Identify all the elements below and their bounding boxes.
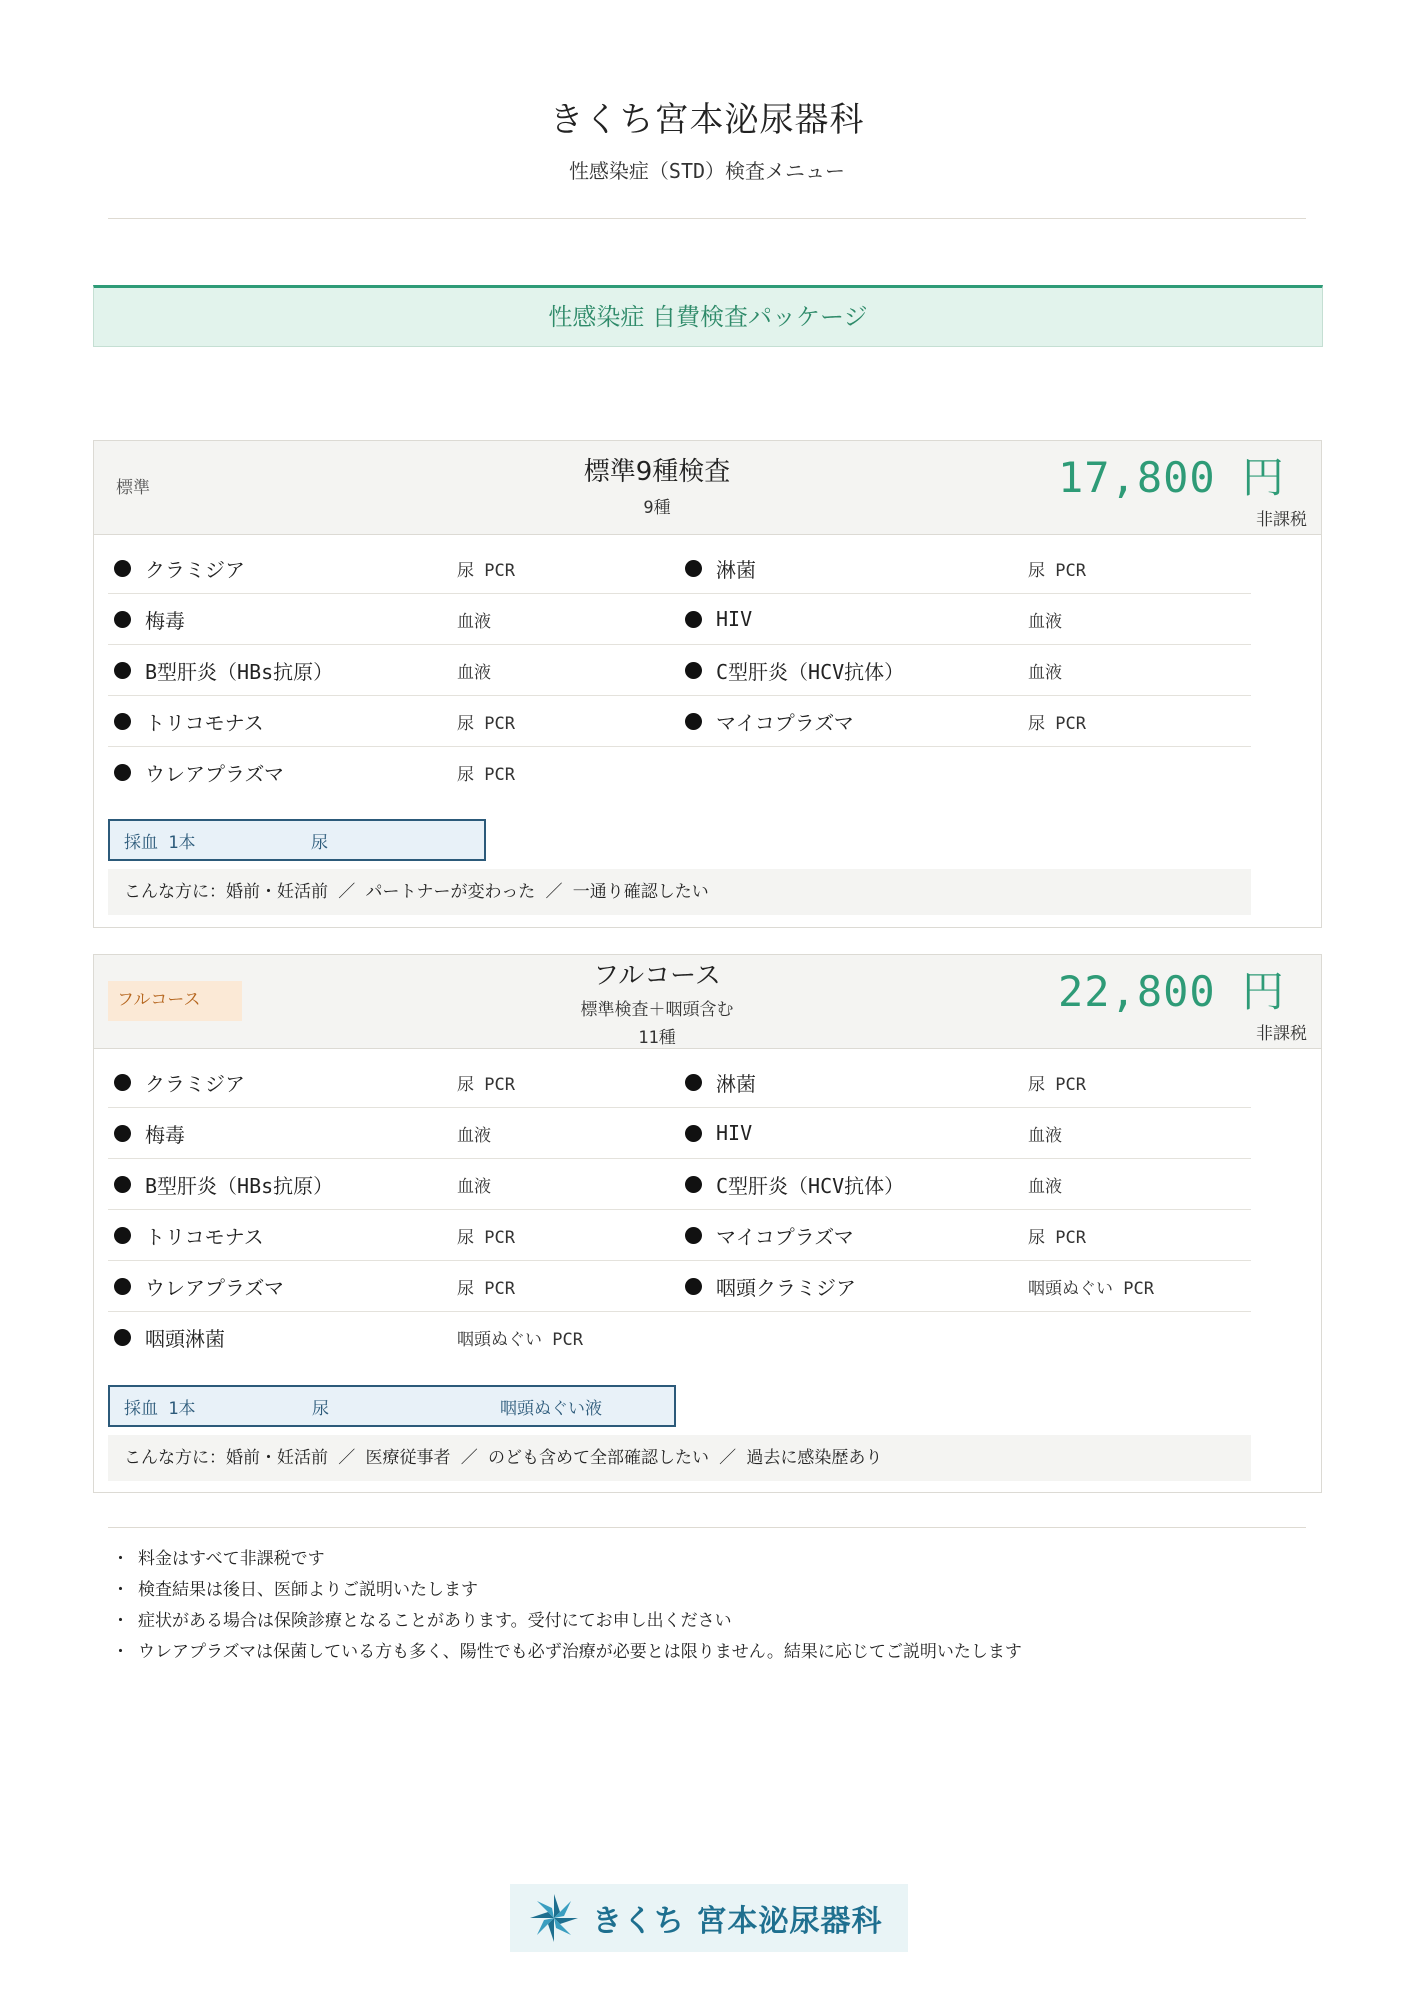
bullet-dot-icon	[114, 764, 131, 781]
test-method: 尿 PCR	[457, 765, 515, 785]
package-count: 9種	[643, 498, 671, 518]
clinic-pinwheel-logo-icon	[526, 1890, 582, 1946]
test-method: 尿 PCR	[457, 1227, 515, 1248]
list-item	[112, 1637, 1022, 1668]
bullet-dot-icon	[685, 1176, 702, 1193]
bullet-dot-icon	[114, 713, 131, 730]
test-method: 尿 PCR	[457, 560, 515, 581]
test-item	[108, 1057, 679, 1107]
test-item	[679, 543, 1250, 593]
package-card-full-course	[93, 954, 1322, 1493]
price-tax-note: 非課税	[1256, 1024, 1307, 1044]
test-method: 血液	[457, 1176, 491, 1197]
bullet-dot-icon	[114, 560, 131, 577]
package-price: 17,800 円	[1057, 453, 1285, 502]
test-item	[108, 1261, 679, 1311]
bullet-dot-icon	[114, 1176, 131, 1193]
bullet-dot-icon	[685, 662, 702, 679]
test-name: ウレアプラズマ	[145, 1275, 284, 1300]
package-count: 11種	[638, 1028, 676, 1048]
logo-text: きくち 宮本泌尿器科	[592, 1904, 883, 1939]
bullet-marker: ・	[112, 1642, 129, 1662]
notes-list	[112, 1544, 1022, 1668]
test-method: 血液	[1028, 1125, 1062, 1146]
package-card-standard	[93, 440, 1322, 928]
test-item	[108, 594, 679, 644]
test-item	[679, 1210, 1250, 1260]
test-item	[108, 1159, 679, 1209]
test-name: 梅毒	[145, 1122, 185, 1147]
test-item	[679, 696, 1250, 746]
clinic-logo	[510, 1884, 908, 1952]
test-item	[679, 1261, 1250, 1311]
test-method: 尿 PCR	[457, 1278, 515, 1299]
test-name: マイコプラズマ	[716, 710, 854, 735]
sample-urine: 尿	[311, 832, 328, 853]
test-item	[679, 645, 1250, 695]
test-item	[679, 594, 1250, 644]
test-name: B型肝炎（HBs抗原）	[145, 659, 334, 684]
bullet-dot-icon	[685, 1074, 702, 1091]
test-name: 梅毒	[145, 608, 185, 633]
bullet-marker: ・	[112, 1611, 129, 1631]
test-item	[108, 1108, 679, 1158]
note-text: 検査結果は後日、医師よりご説明いたします	[138, 1580, 478, 1600]
bullet-dot-icon	[114, 1074, 131, 1091]
test-item	[679, 1108, 1250, 1158]
sample-requirements	[108, 1385, 676, 1427]
table-row	[108, 696, 1251, 747]
note-text: 症状がある場合は保険診療となることがあります。受付にてお申し出ください	[138, 1611, 732, 1631]
package-name: 標準9種検査	[583, 457, 731, 487]
divider	[108, 1527, 1306, 1528]
bullet-dot-icon	[685, 1278, 702, 1295]
package-description: 標準検査＋咽頭含む	[580, 1000, 734, 1020]
test-name: C型肝炎（HCV抗体）	[716, 659, 905, 684]
test-method: 血液	[1028, 611, 1062, 632]
package-tag: フルコース	[108, 981, 242, 1021]
test-method: 尿 PCR	[1028, 713, 1086, 734]
test-item	[679, 1159, 1250, 1209]
test-method: 血液	[457, 611, 491, 632]
test-name: HIV	[716, 607, 753, 631]
page-subtitle: 性感染症（STD）検査メニュー	[568, 159, 846, 183]
bullet-dot-icon	[114, 1278, 131, 1295]
test-name: 咽頭淋菌	[145, 1327, 225, 1351]
test-item	[108, 1210, 679, 1260]
test-item-grid	[108, 1057, 1251, 1363]
test-name: 淋菌	[716, 1071, 756, 1096]
bullet-dot-icon	[114, 662, 131, 679]
list-item	[112, 1544, 1022, 1575]
test-name: HIV	[716, 1121, 753, 1145]
table-row	[108, 747, 1251, 798]
test-item	[108, 1312, 679, 1363]
table-row	[108, 1159, 1251, 1210]
test-name: B型肝炎（HBs抗原）	[145, 1173, 334, 1198]
table-row	[108, 1108, 1251, 1159]
package-header	[94, 441, 1321, 535]
bullet-dot-icon	[114, 1125, 131, 1142]
test-item	[679, 1057, 1250, 1107]
bullet-dot-icon	[685, 1125, 702, 1142]
sample-requirements	[108, 819, 486, 861]
bullet-dot-icon	[685, 1227, 702, 1244]
test-name: トリコモナス	[145, 710, 264, 735]
package-price: 22,800 円	[1057, 967, 1285, 1016]
package-tag: 標準	[116, 478, 150, 498]
test-item	[108, 543, 679, 593]
table-row	[108, 645, 1251, 696]
bullet-dot-icon	[114, 611, 131, 628]
test-item	[108, 747, 679, 798]
note-text: 料金はすべて非課税です	[138, 1549, 325, 1569]
test-method: 尿 PCR	[457, 713, 515, 734]
test-name: ウレアプラズマ	[145, 762, 284, 786]
test-method: 尿 PCR	[1028, 1227, 1086, 1248]
test-item	[108, 645, 679, 695]
bullet-dot-icon	[114, 1227, 131, 1244]
test-method: 咽頭ぬぐい PCR	[457, 1330, 583, 1350]
recommended-for: こんな方に：婚前・妊活前 ／ パートナーが変わった ／ 一通り確認したい	[108, 869, 1251, 915]
sample-blood: 採血 1本	[124, 1398, 196, 1419]
test-name: 淋菌	[716, 557, 756, 582]
table-row	[108, 594, 1251, 645]
test-method: 血液	[457, 662, 491, 683]
bullet-dot-icon	[685, 611, 702, 628]
sample-urine: 尿	[312, 1398, 329, 1419]
table-row	[108, 1312, 1251, 1363]
bullet-dot-icon	[685, 560, 702, 577]
test-name: クラミジア	[145, 1071, 245, 1096]
list-item	[112, 1575, 1022, 1606]
page-header	[0, 92, 1414, 184]
test-method: 血液	[457, 1125, 491, 1146]
bullet-dot-icon	[685, 713, 702, 730]
test-item	[108, 696, 679, 746]
bullet-marker: ・	[112, 1580, 129, 1600]
section-banner: 性感染症 自費検査パッケージ	[93, 285, 1323, 347]
test-method: 血液	[1028, 1176, 1062, 1197]
test-method: 尿 PCR	[457, 1074, 515, 1095]
table-row	[108, 1261, 1251, 1312]
bullet-marker: ・	[112, 1549, 129, 1569]
table-row	[108, 1210, 1251, 1261]
test-method: 尿 PCR	[1028, 560, 1086, 581]
test-name: 咽頭クラミジア	[716, 1275, 856, 1300]
test-item-grid	[108, 543, 1251, 798]
test-name: クラミジア	[145, 557, 245, 582]
list-item	[112, 1606, 1022, 1637]
table-row	[108, 1057, 1251, 1108]
test-method: 尿 PCR	[1028, 1074, 1086, 1095]
clinic-title: きくち宮本泌尿器科	[549, 100, 865, 140]
table-row	[108, 543, 1251, 594]
test-method: 血液	[1028, 662, 1062, 683]
divider	[108, 218, 1306, 219]
note-text: ウレアプラズマは保菌している方も多く、陽性でも必ず治療が必要とは限りません。結果に応じてご説明いたします	[138, 1642, 1022, 1662]
sample-blood: 採血 1本	[124, 832, 196, 853]
test-name: マイコプラズマ	[716, 1224, 854, 1249]
test-method: 咽頭ぬぐい PCR	[1028, 1278, 1154, 1299]
price-tax-note: 非課税	[1256, 510, 1307, 530]
recommended-for: こんな方に：婚前・妊活前 ／ 医療従事者 ／ のども含めて全部確認したい ／ 過去に感染歴あり	[108, 1435, 1251, 1481]
bullet-dot-icon	[114, 1329, 131, 1346]
test-name: C型肝炎（HCV抗体）	[716, 1173, 905, 1198]
package-header	[94, 955, 1321, 1049]
test-name: トリコモナス	[145, 1224, 264, 1249]
package-name: フルコース	[593, 961, 721, 991]
sample-throat-swab: 咽頭ぬぐい液	[500, 1398, 602, 1419]
